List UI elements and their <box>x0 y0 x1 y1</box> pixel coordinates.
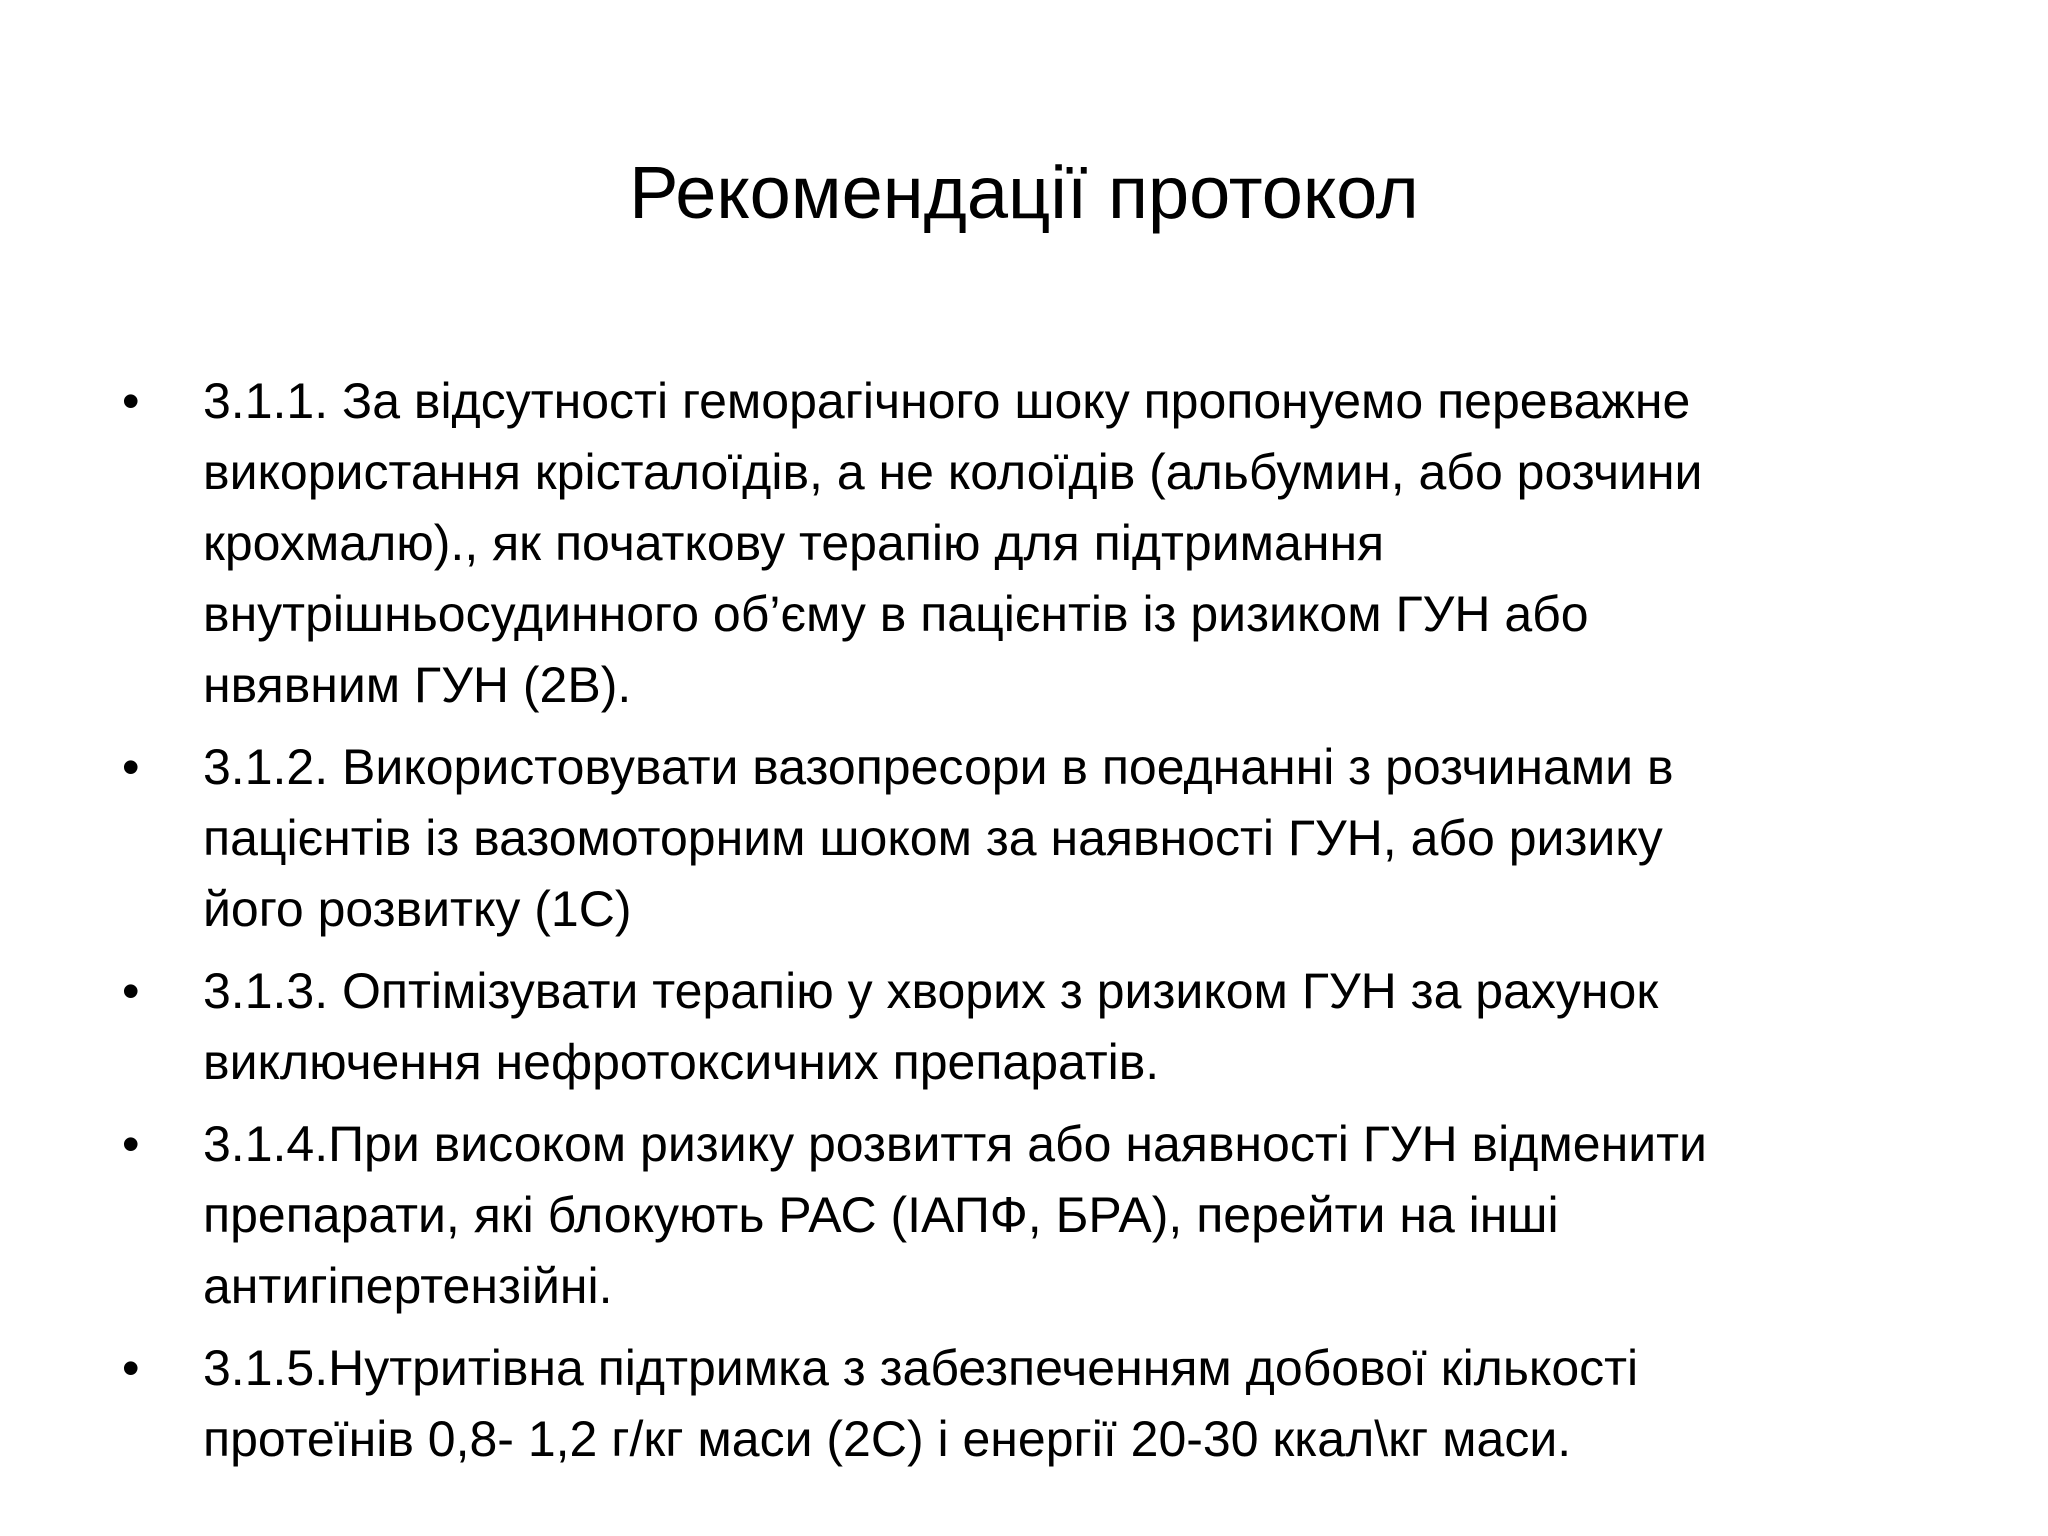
bullet-dot-icon: • <box>122 373 140 429</box>
bullet-dot-icon: • <box>122 1116 140 1172</box>
bullet-text <box>203 366 1993 721</box>
bullet-line: використання крісталоїдів, а не колоїдів (альбумин, або розчини <box>203 444 1703 500</box>
bullet-line: 3.1.2. Використовувати вазопресори в поеднанні з розчинами в <box>203 739 1674 795</box>
bullet-dot-icon: • <box>122 739 140 795</box>
bullet-item-2 <box>0 732 2048 945</box>
bullet-line: препарати, які блокують РАС (ІАПФ, БРА), перейти на інші <box>203 1187 1559 1243</box>
bullet-line: виключення нефротоксичних препаратів. <box>203 1034 1160 1090</box>
bullet-line: крохмалю)., як початкову терапію для підтримання <box>203 515 1385 571</box>
bullet-line: протеїнів 0,8- 1,2 г/кг маси (2С) і енергії 20-30 ккал\кг маси. <box>203 1411 1572 1467</box>
bullet-line: антигіпертензійні. <box>203 1258 613 1314</box>
bullet-item-4 <box>0 1109 2048 1322</box>
bullet-line: нвявним ГУН (2В). <box>203 657 632 713</box>
bullet-line: пацієнтів із вазомоторним шоком за наявності ГУН, або ризику <box>203 810 1663 866</box>
bullet-item-5 <box>0 1333 2048 1475</box>
bullet-item-1 <box>0 366 2048 721</box>
bullet-line: 3.1.4.При високом ризику розвиття або наявності ГУН відменити <box>203 1116 1707 1172</box>
bullet-line: внутрішньосудинного об’єму в пацієнтів із ризиком ГУН або <box>203 586 1589 642</box>
bullet-list <box>0 366 2048 1486</box>
bullet-text <box>203 732 1993 945</box>
bullet-line: його розвитку (1С) <box>203 881 632 937</box>
bullet-line: 3.1.1. За відсутності геморагічного шоку пропонуемо переважне <box>203 373 1691 429</box>
bullet-line: 3.1.5.Нутритівна підтримка з забезпеченням добової кількості <box>203 1340 1639 1396</box>
bullet-dot-icon: • <box>122 963 140 1019</box>
bullet-text <box>203 1109 1993 1322</box>
bullet-text <box>203 956 1993 1098</box>
bullet-dot-icon: • <box>122 1340 140 1396</box>
bullet-item-3 <box>0 956 2048 1098</box>
slide-title: Рекомендації протокол <box>629 151 1419 234</box>
bullet-line: 3.1.3. Оптімізувати терапію у хворих з ризиком ГУН за рахунок <box>203 963 1659 1019</box>
bullet-text <box>203 1333 1993 1475</box>
